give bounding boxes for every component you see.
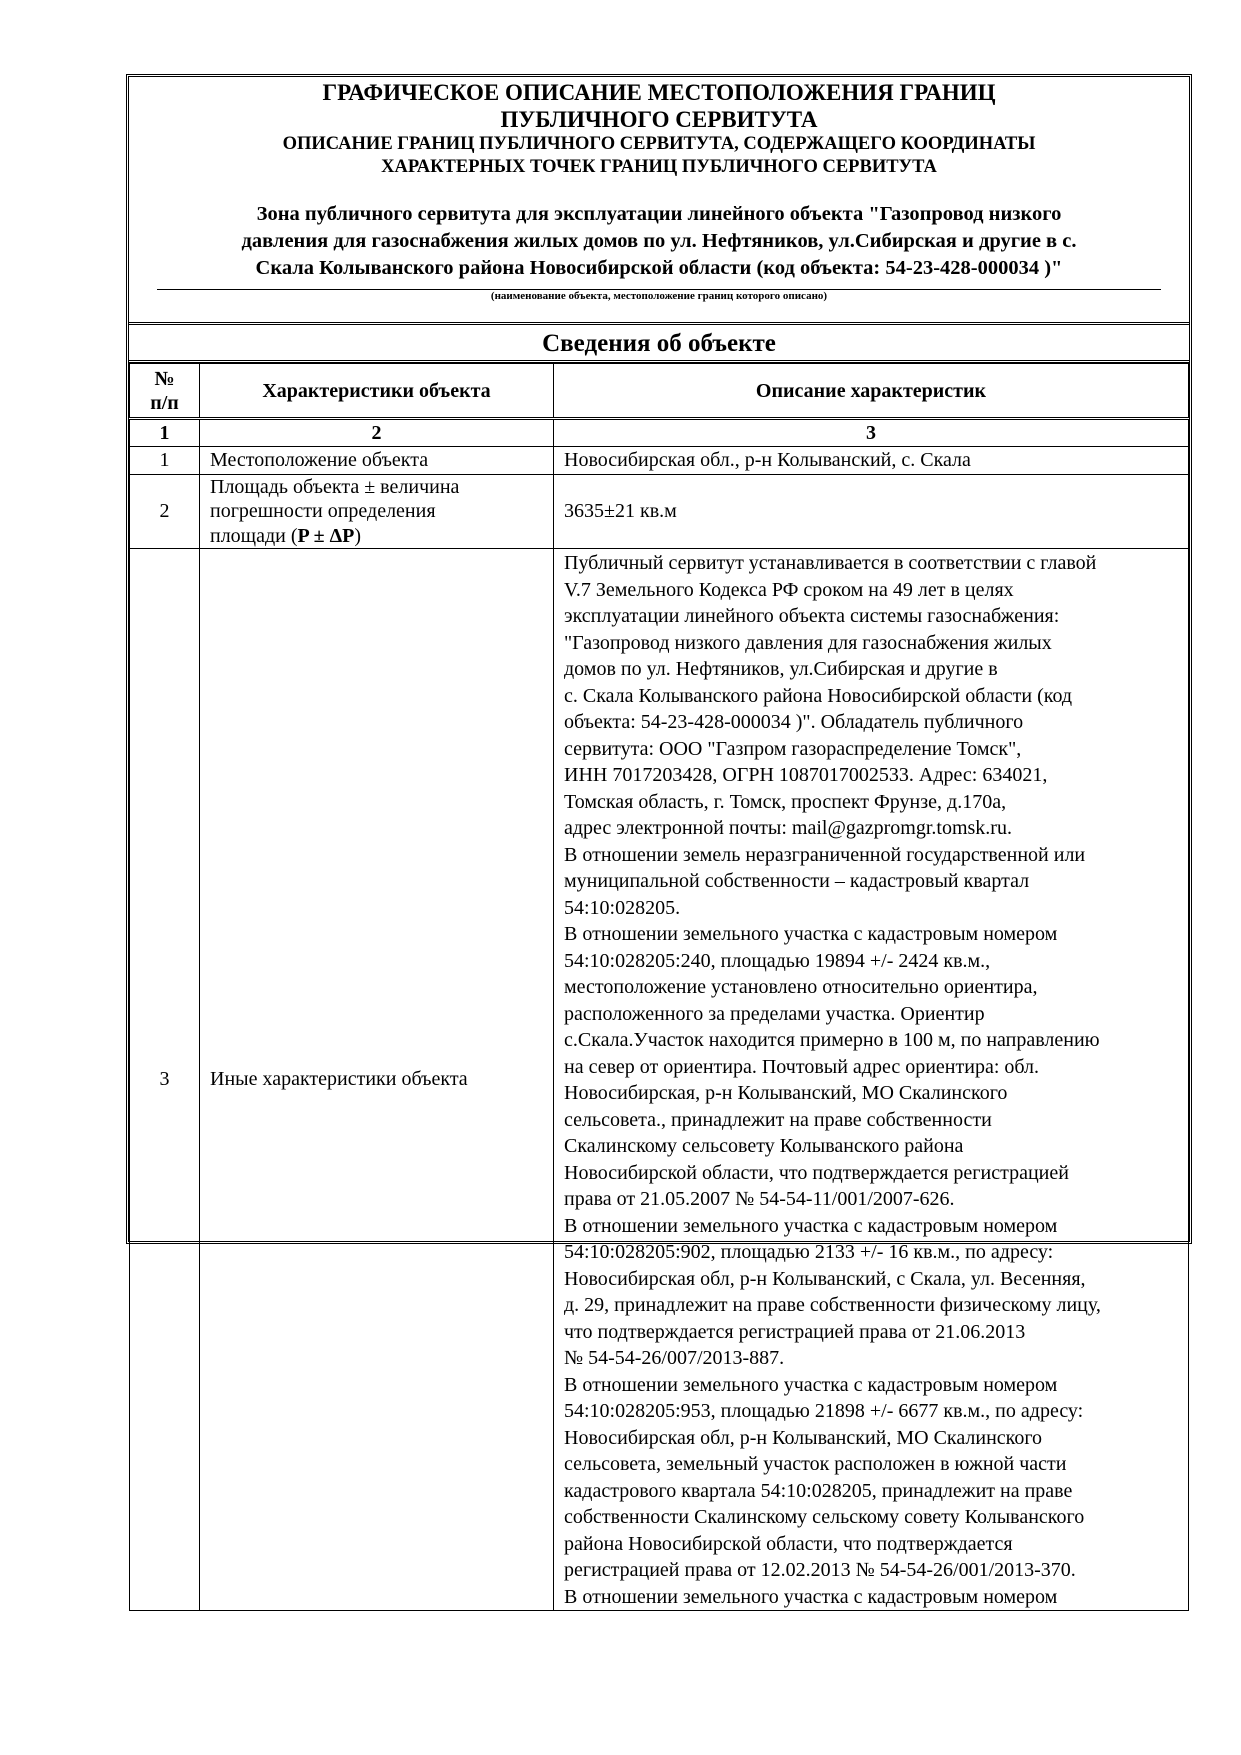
description-line: № 54-54-26/007/2013-887.	[564, 1347, 785, 1369]
description-line: собственности Скалинскому сельскому совету Колыванского	[564, 1506, 1085, 1528]
header-number-line-2: п/п	[150, 391, 179, 414]
characteristic-line: площади (	[210, 524, 298, 547]
header-characteristics: Характеристики объекта	[200, 364, 554, 419]
description-line: 54:10:028205:902, площадью 2133 +/- 16 кв.м., по адресу:	[564, 1241, 1054, 1263]
row-description	[554, 549, 1189, 1611]
column-number-row	[130, 419, 1189, 447]
description-line: сервитута: ООО "Газпром газораспределение Томск",	[564, 737, 1022, 760]
section-title: Сведения об объекте	[129, 325, 1189, 363]
description-line: расположенного за пределами участка. Ориентир	[564, 1002, 985, 1025]
description-line: В отношении земельного участка с кадастровым номером	[564, 1373, 1058, 1396]
zone-line-3: Скала Колыванского района Новосибирской области (код объекта: 54-23-428-000034 )"	[255, 257, 1063, 279]
description-line: кадастрового квартала 54:10:028205, принадлежит на праве	[564, 1479, 1073, 1502]
description-line: с. Скала Колыванского района Новосибирской области (код	[564, 684, 1073, 707]
description-line: Новосибирской области, что подтверждается регистрацией	[564, 1161, 1069, 1184]
description-line: Томская область, г. Томск, проспект Фрунзе, д.170а,	[564, 790, 1007, 813]
description-line: муниципальной собственности – кадастровый квартал	[564, 870, 1030, 892]
row-characteristic: Иные характеристики объекта	[200, 549, 554, 1611]
description-line: Новосибирская обл, р-н Колыванский, МО Скалинского	[564, 1426, 1043, 1449]
column-number: 3	[554, 419, 1189, 447]
row-description: Новосибирская обл., р-н Колыванский, с. Скала	[554, 447, 1189, 475]
description-line: 54:10:028205:240, площадью 19894 +/- 2424 кв.м.,	[564, 949, 991, 972]
description-line: 54:10:028205.	[564, 896, 681, 919]
row-number: 2	[130, 474, 200, 549]
header-number-line-1: №	[154, 367, 175, 390]
description-line: что подтверждается регистрацией права от 21.06.2013	[564, 1320, 1026, 1343]
column-number: 2	[200, 419, 554, 447]
subtitle-line-2: ХАРАКТЕРНЫХ ТОЧЕК ГРАНИЦ ПУБЛИЧНОГО СЕРВИТУТА	[381, 157, 937, 177]
description-line: объекта: 54-23-428-000034 )". Обладатель публичного	[564, 711, 1024, 733]
header-description: Описание характеристик	[554, 364, 1189, 419]
table-header-row	[130, 364, 1189, 419]
row-number: 1	[130, 447, 200, 475]
description-line: с.Скала.Участок находится примерно в 100 м, по направлению	[564, 1029, 1100, 1051]
description-line: права от 21.05.2007 № 54-54-11/001/2007-626.	[564, 1188, 955, 1210]
description-line: эксплуатации линейного объекта системы газоснабжения:	[564, 605, 1060, 627]
description-line: "Газопровод низкого давления для газоснабжения жилых	[564, 631, 1052, 654]
description-line: ИНН 7017203428, ОГРН 1087017002533. Адрес: 634021,	[564, 764, 1048, 786]
description-line: местоположение установлено относительно ориентира,	[564, 976, 1038, 998]
row-number: 3	[130, 549, 200, 1611]
table-row	[130, 474, 1189, 549]
description-line: Скалинскому сельсовету Колыванского района	[564, 1135, 964, 1157]
zone-line-1: Зона публичного сервитута для эксплуатации линейного объекта "Газопровод низкого	[256, 203, 1062, 225]
description-line: сельсовета., принадлежит на праве собственности	[564, 1108, 992, 1131]
subtitle-line-1: ОПИСАНИЕ ГРАНИЦ ПУБЛИЧНОГО СЕРВИТУТА, СОДЕРЖАЩЕГО КООРДИНАТЫ	[282, 134, 1036, 154]
header-number	[130, 364, 200, 419]
title-line-1: ГРАФИЧЕСКОЕ ОПИСАНИЕ МЕСТОПОЛОЖЕНИЯ ГРАНИЦ	[322, 80, 996, 105]
object-name-caption: (наименование объекта, местоположение границ которого описано)	[490, 290, 828, 302]
row-description: 3635±21 кв.м	[554, 474, 1189, 549]
object-info-table	[129, 363, 1189, 1611]
description-line: 54:10:028205:953, площадью 21898 +/- 6677 кв.м., по адресу:	[564, 1400, 1084, 1422]
description-line: В отношении земель неразграниченной государственной или	[564, 843, 1086, 866]
description-line: адрес электронной почты: mail@gazpromgr.tomsk.ru.	[564, 817, 1012, 839]
row-characteristic: Местоположение объекта	[200, 447, 554, 475]
description-line: регистрацией права от 12.02.2013 № 54-54-26/001/2013-370.	[564, 1559, 1076, 1581]
description-line: В отношении земельного участка с кадастровым номером	[564, 1585, 1058, 1608]
document-frame	[126, 74, 1192, 1608]
zone-line-2: давления для газоснабжения жилых домов по ул. Нефтяников, ул.Сибирская и другие в с.	[241, 230, 1077, 252]
description-line: домов по ул. Нефтяников, ул.Сибирская и другие в	[564, 658, 998, 680]
row-characteristic	[200, 474, 554, 549]
table-row	[130, 549, 1189, 1611]
title-line-2: ПУБЛИЧНОГО СЕРВИТУТА	[500, 107, 818, 132]
table-row	[130, 447, 1189, 475]
characteristic-line: Площадь объекта ± величина	[210, 475, 460, 498]
description-line: района Новосибирской области, что подтверждается	[564, 1532, 1013, 1555]
description-line: В отношении земельного участка с кадастровым номером	[564, 1214, 1058, 1237]
description-line: д. 29, принадлежит на праве собственности физическому лицу,	[564, 1294, 1101, 1316]
description-line: Новосибирская, р-н Колыванский, МО Скалинского	[564, 1082, 1008, 1104]
column-number: 1	[130, 419, 200, 447]
area-formula: P ± ΔP	[297, 524, 355, 547]
description-line: V.7 Земельного Кодекса РФ сроком на 49 лет в целях	[564, 578, 1014, 601]
description-line: В отношении земельного участка с кадастровым номером	[564, 923, 1058, 945]
characteristic-line: )	[354, 524, 362, 547]
description-line: сельсовета, земельный участок расположен в южной части	[564, 1453, 1067, 1475]
description-line: Публичный сервитут устанавливается в соответствии с главой	[564, 552, 1097, 574]
description-line: на север от ориентира. Почтовый адрес ориентира: обл.	[564, 1055, 1040, 1078]
characteristic-line: погрешности определения	[210, 500, 436, 522]
document-header	[129, 77, 1189, 325]
description-line: Новосибирская обл, р-н Колыванский, с Скала, ул. Весенняя,	[564, 1267, 1086, 1290]
